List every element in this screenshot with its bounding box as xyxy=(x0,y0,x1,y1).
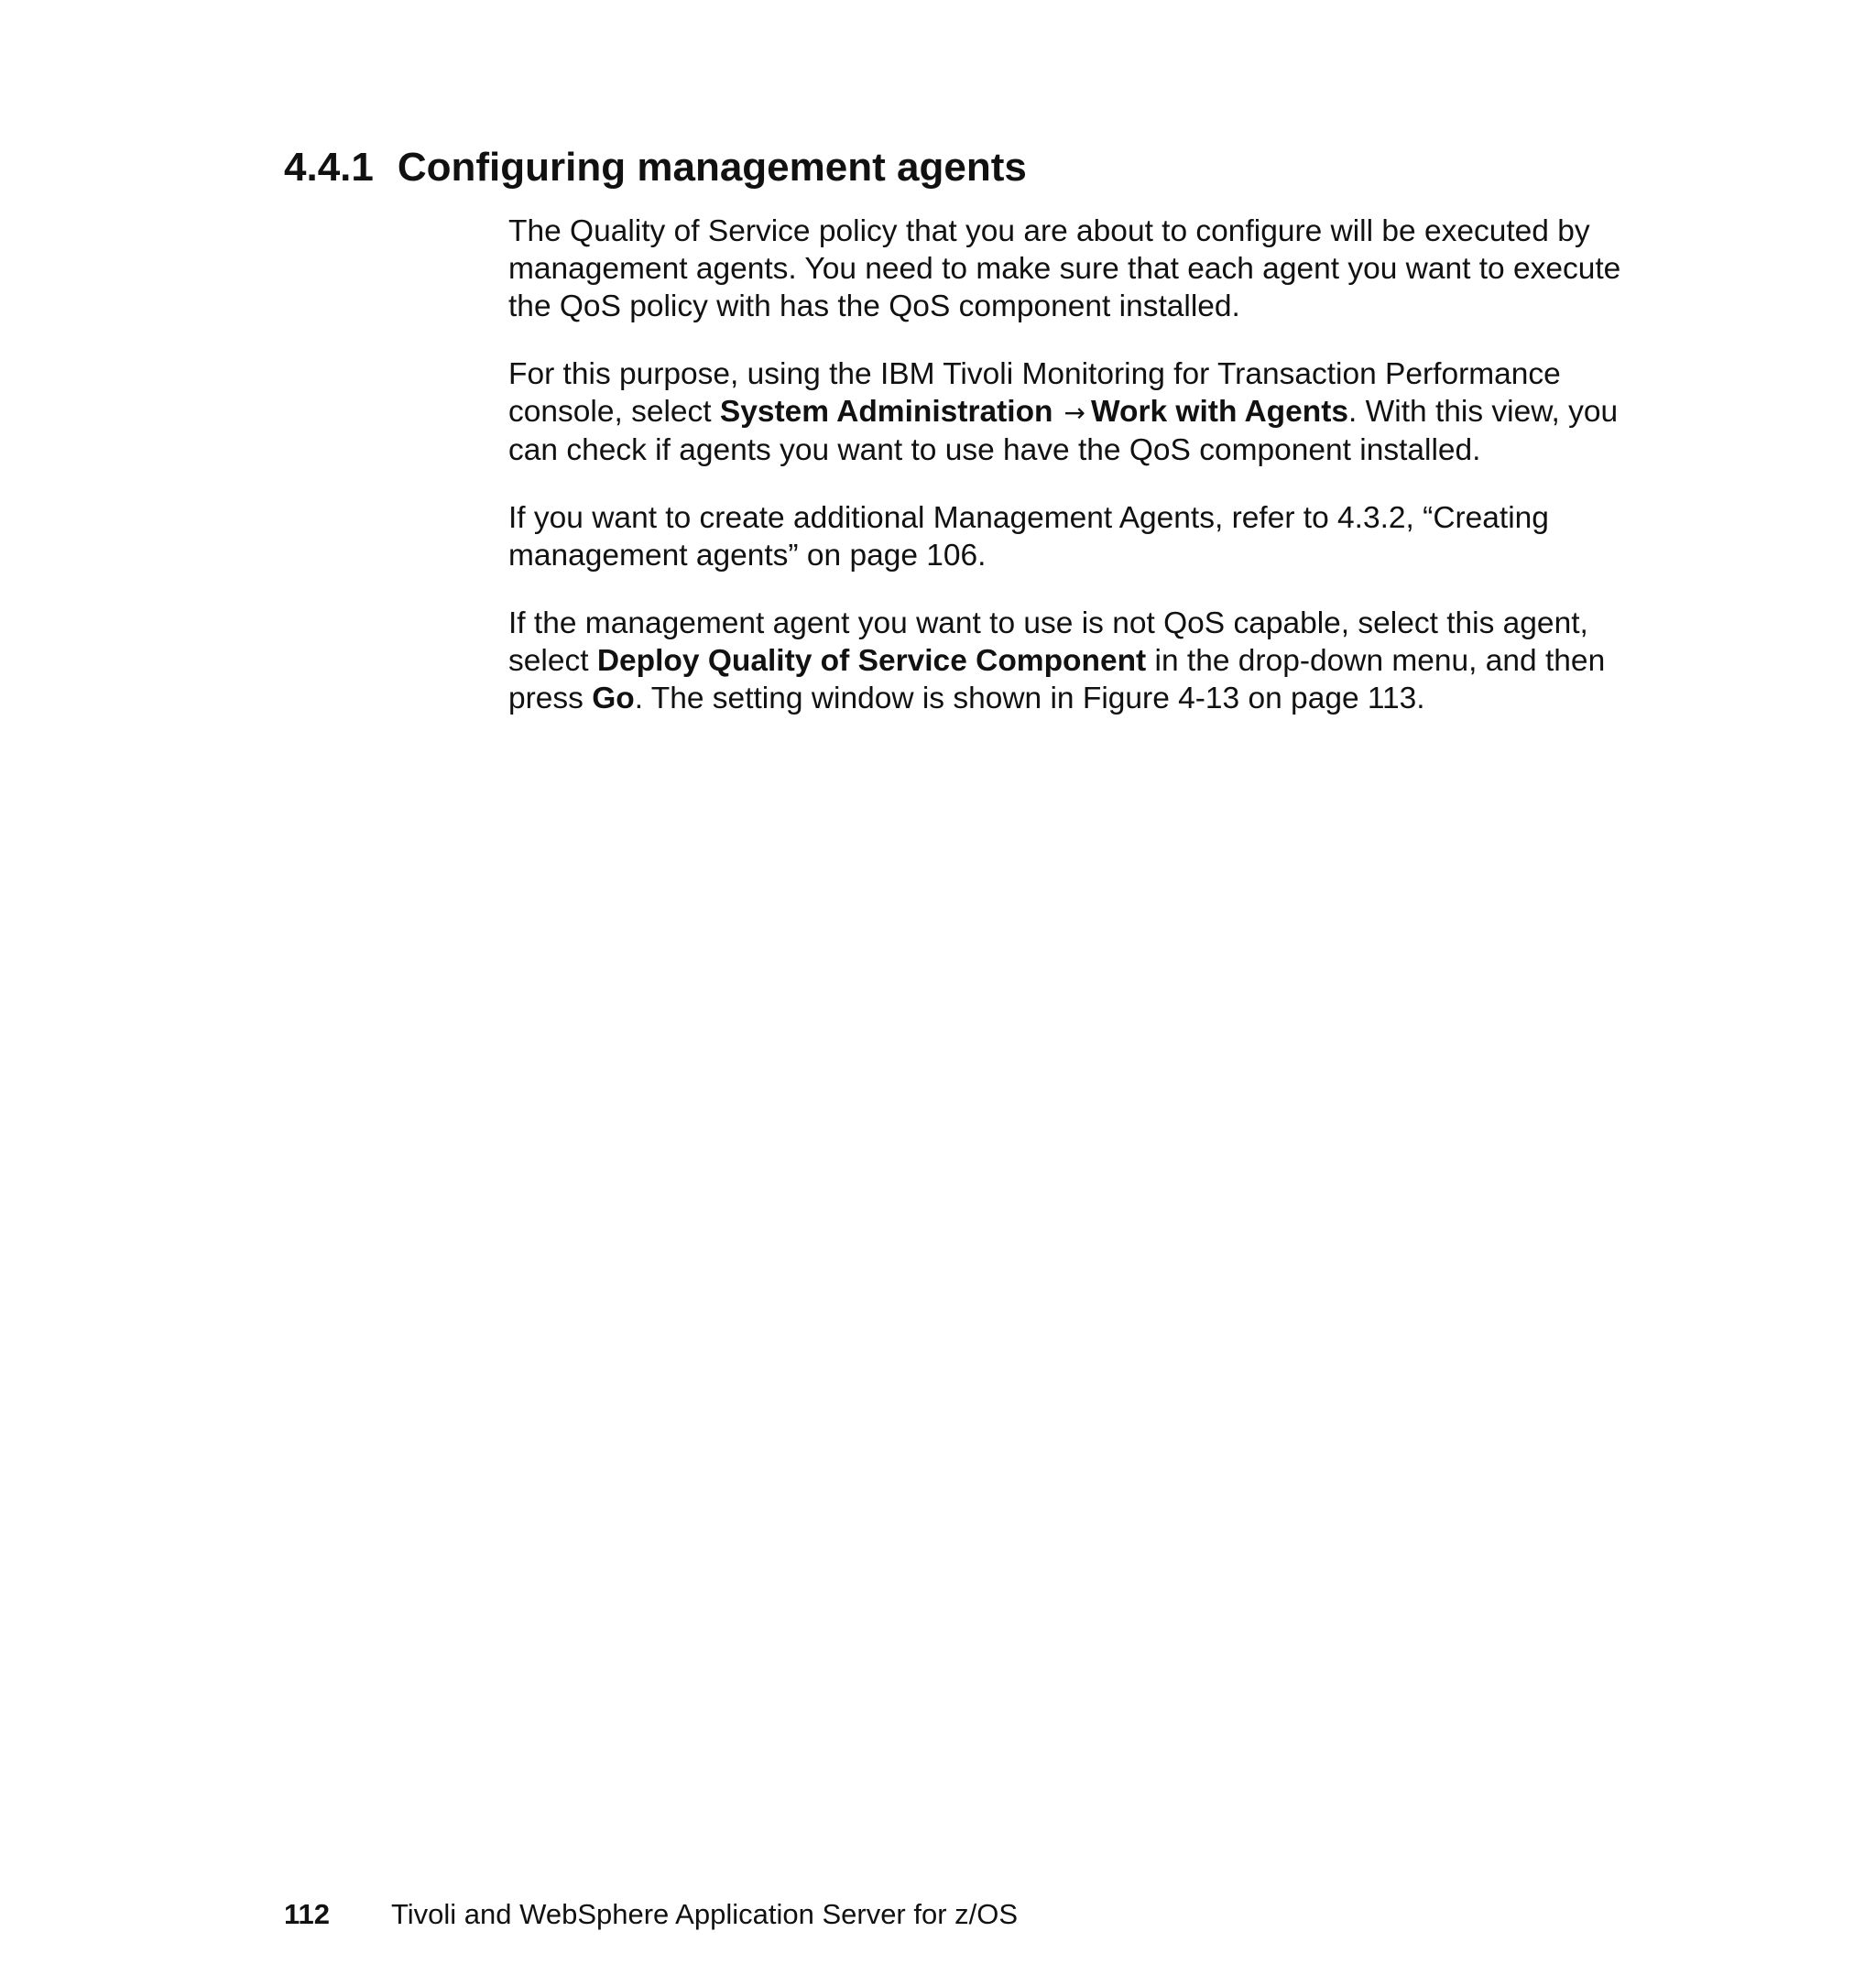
paragraph-intro-text: The Quality of Service policy that you are about to configure will be executed by management agents. You need to make sure that each agent you want to execute the QoS policy with has the QoS component installed. xyxy=(508,214,1621,323)
menu-system-administration: System Administration xyxy=(719,395,1053,429)
paragraph-console-text-end: . With this view, you can check if agents you want to use have the QoS component installed. xyxy=(508,395,1619,467)
section-heading xyxy=(284,142,1027,193)
paragraph-deploy-qos xyxy=(508,605,1626,717)
right-arrow-icon: → xyxy=(1063,398,1085,428)
section-title: Configuring management agents xyxy=(397,145,1027,190)
go-button-label: Go xyxy=(592,682,635,715)
page-number: 112 xyxy=(284,1898,331,1930)
menu-deploy-qos-component: Deploy Quality of Service Component xyxy=(596,644,1147,678)
paragraph-create-agents-text: If you want to create additional Management Agents, refer to 4.3.2, “Creating management agents” on page 106. xyxy=(508,501,1549,573)
page-footer xyxy=(284,1896,1018,1933)
paragraph-deploy-text-middle: in the drop-down menu, and then press xyxy=(508,644,1606,715)
paragraph-create-agents xyxy=(508,499,1626,574)
menu-work-with-agents: Work with Agents xyxy=(1090,395,1349,429)
section-number: 4.4.1 xyxy=(284,145,374,190)
paragraph-console-text-start: For this purpose, using the IBM Tivoli Monitoring for Transaction Performance console, select xyxy=(508,357,1561,429)
book-title: Tivoli and WebSphere Application Server for z/OS xyxy=(391,1898,1019,1930)
paragraph-deploy-text-end: . The setting window is shown in Figure 4-13 on page 113. xyxy=(634,682,1425,715)
paragraph-console-navigation xyxy=(508,355,1626,469)
body-text xyxy=(508,213,1626,747)
paragraph-deploy-text-start: If the management agent you want to use is not QoS capable, select this agent, select xyxy=(508,606,1588,678)
paragraph-intro xyxy=(508,213,1626,325)
